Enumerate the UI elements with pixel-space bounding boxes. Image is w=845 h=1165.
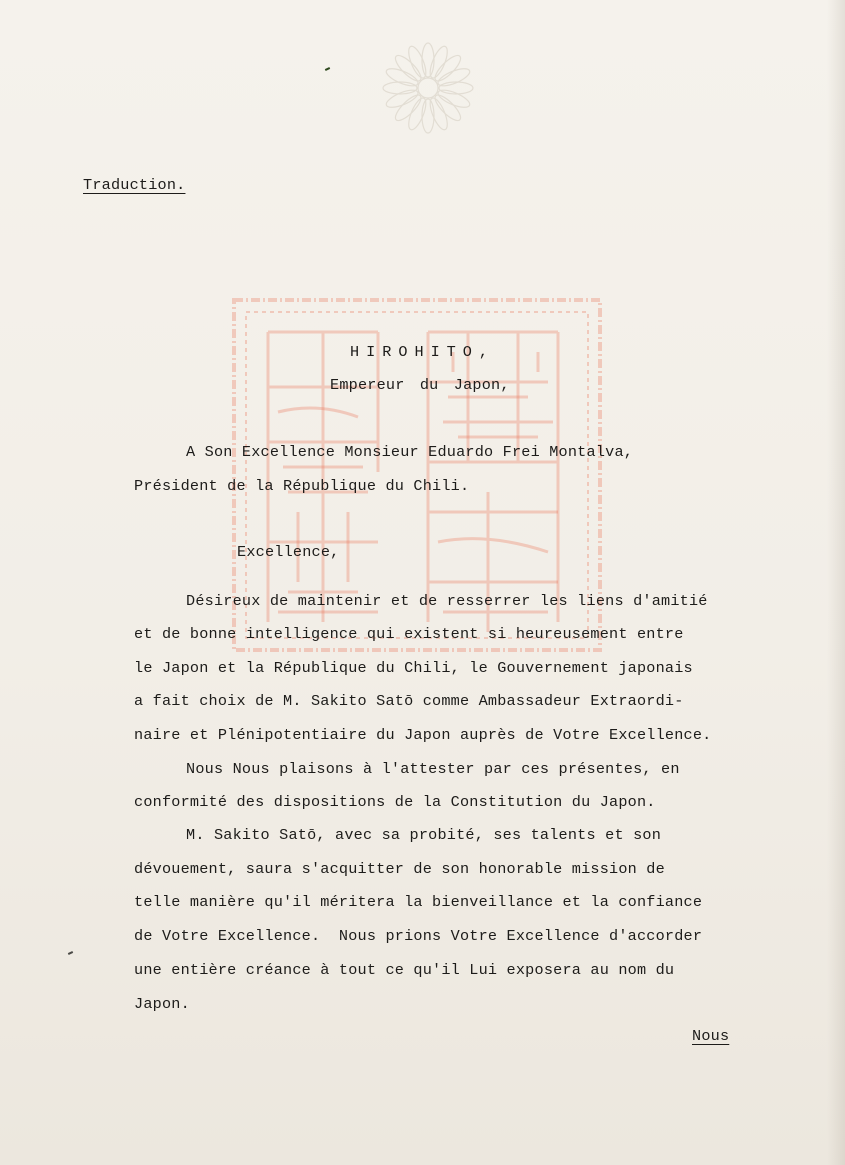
page-edge-shadow [827, 0, 845, 1165]
body-line: Japon. [134, 995, 190, 1013]
body-line: une entière créance à tout ce qu'il Lui exposera au nom du [134, 961, 675, 979]
catchword: Nous [692, 1027, 730, 1045]
body-line: de Votre Excellence. Nous prions Votre Excellence d'accorder [134, 927, 703, 945]
body-line: Désireux de maintenir et de resserrer les liens d'amitié [186, 592, 708, 610]
salutation: Excellence, [237, 543, 340, 561]
body-line: et de bonne intelligence qui existent si heureusement entre [134, 625, 684, 643]
sender-name: HIROHITO, [350, 343, 496, 361]
chrysanthemum-emboss-icon [378, 42, 478, 134]
body-line: naire et Plénipotentiaire du Japon auprès de Votre Excellence. [134, 726, 712, 744]
body-line: Nous Nous plaisons à l'attester par ces présentes, en [186, 760, 680, 778]
address-line-1: A Son Excellence Monsieur Eduardo Frei Montalva, [186, 443, 634, 461]
address-line-2: Président de la République du Chili. [134, 477, 470, 495]
body-line: telle manière qu'il méritera la bienveillance et la confiance [134, 893, 703, 911]
body-line: a fait choix de M. Sakito Satō comme Ambassadeur Extraordi- [134, 692, 684, 710]
body-line: dévouement, saura s'acquitter de son honorable mission de [134, 860, 665, 878]
body-line: M. Sakito Satō, avec sa probité, ses talents et son [186, 826, 662, 844]
ink-speck [68, 951, 73, 955]
body-line: le Japon et la République du Chili, le Gouvernement japonais [134, 659, 693, 677]
ink-speck [325, 67, 330, 71]
translation-heading: Traduction. [83, 176, 186, 194]
sender-title: Empereur du Japon, [330, 376, 510, 394]
body-line: conformité des dispositions de la Constitution du Japon. [134, 793, 656, 811]
